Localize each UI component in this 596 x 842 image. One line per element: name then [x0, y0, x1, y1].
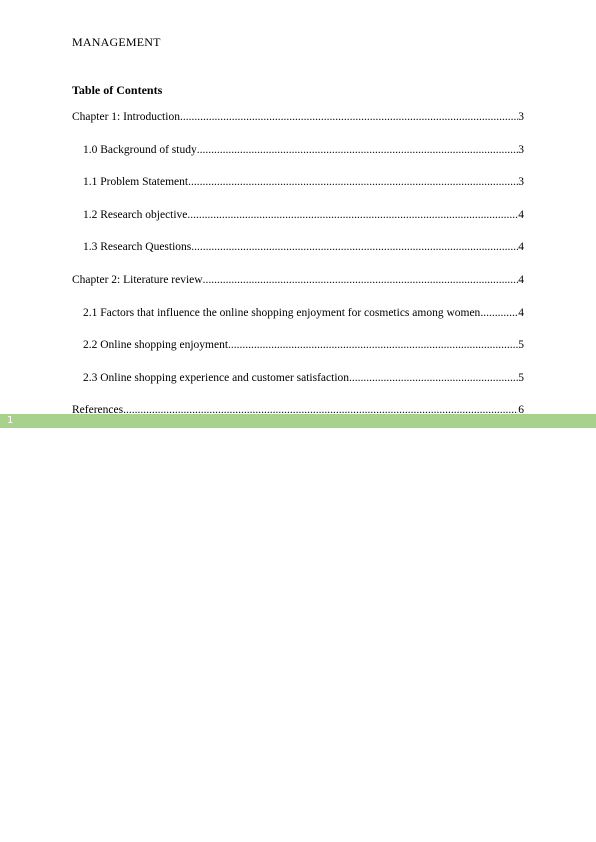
toc-heading: Table of Contents — [72, 83, 163, 97]
toc-entry-title: Chapter 1: Introduction — [72, 111, 180, 123]
toc-entry-page: 6 — [518, 404, 524, 416]
toc-entry-page: 4 — [518, 209, 524, 221]
toc-entry-2-3[interactable] — [83, 372, 524, 388]
toc-leader-dots — [480, 307, 518, 319]
toc-entry-title: 1.3 Research Questions — [83, 241, 192, 253]
toc-entry-page: 3 — [518, 176, 524, 188]
toc-entry-title: 1.1 Problem Statement — [83, 176, 189, 188]
toc-leader-dots — [228, 339, 518, 351]
toc-leader-dots — [191, 241, 518, 253]
toc-leader-dots — [188, 176, 518, 188]
toc-entry-references[interactable] — [72, 404, 524, 420]
toc-entry-2-2[interactable] — [83, 339, 524, 355]
toc-entry-1-0[interactable] — [83, 144, 524, 160]
toc-entry-chapter-1[interactable] — [72, 111, 524, 127]
toc-entry-page: 4 — [518, 274, 524, 286]
toc-leader-dots — [349, 372, 518, 384]
toc-entry-1-3[interactable] — [83, 241, 524, 257]
running-header: MANAGEMENT — [72, 35, 161, 49]
toc-entry-title: 1.0 Background of study — [83, 144, 197, 156]
toc-entry-title: 2.3 Online shopping experience and customer satisfaction — [83, 372, 350, 384]
toc-entry-1-1[interactable] — [83, 176, 524, 192]
toc-leader-dots — [180, 111, 518, 123]
toc-leader-dots — [187, 209, 518, 221]
toc-entry-page: 5 — [518, 339, 524, 351]
toc-entry-page: 5 — [518, 372, 524, 384]
toc-entry-title: 1.2 Research objective — [83, 209, 188, 221]
toc-leader-dots — [123, 404, 518, 416]
toc-entry-title: Chapter 2: Literature review — [72, 274, 203, 286]
toc-entry-1-2[interactable] — [83, 209, 524, 225]
toc-entry-page: 4 — [518, 307, 524, 319]
toc-entry-title: 2.1 Factors that influence the online shopping enjoyment for cosmetics among women — [83, 307, 481, 319]
toc-entry-page: 3 — [518, 111, 524, 123]
toc-entry-2-1[interactable] — [83, 307, 524, 323]
toc-entry-page: 4 — [518, 241, 524, 253]
toc-leader-dots — [197, 144, 519, 156]
toc-entry-title: 2.2 Online shopping enjoyment — [83, 339, 229, 351]
footer-page-number: 1 — [7, 415, 14, 426]
toc-entry-chapter-2[interactable] — [72, 274, 524, 290]
toc-leader-dots — [203, 274, 519, 286]
toc-entry-page: 3 — [518, 144, 524, 156]
toc-entry-title: References — [72, 404, 124, 416]
